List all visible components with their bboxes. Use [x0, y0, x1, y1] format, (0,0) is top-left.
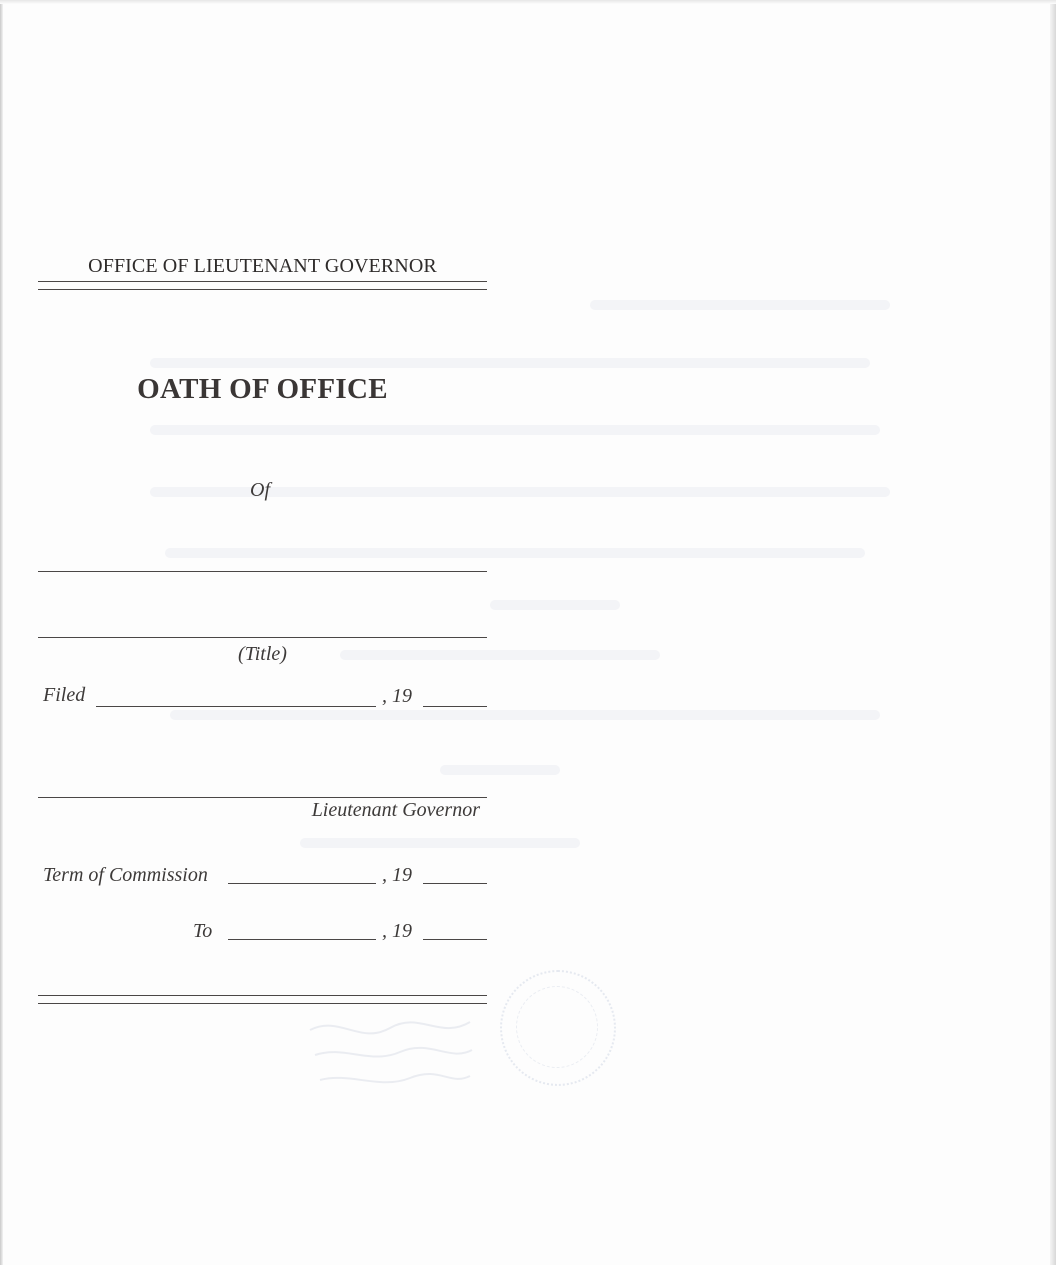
- page-edge-right: [1050, 0, 1056, 1265]
- term-start-year-line[interactable]: [423, 883, 487, 884]
- title-caption: (Title): [238, 643, 287, 665]
- name-field-line[interactable]: [38, 571, 487, 572]
- page-edge-left: [0, 0, 3, 1265]
- filed-year-prefix: , 19: [382, 685, 412, 707]
- page-edge-top: [0, 0, 1056, 4]
- signature-line[interactable]: [38, 797, 487, 798]
- term-end-date-line[interactable]: [228, 939, 376, 940]
- of-label: Of: [250, 479, 270, 501]
- heading-rule-bottom: [38, 289, 487, 290]
- signer-caption: Lieutenant Governor: [311, 799, 480, 821]
- signature-bleed-icon: [300, 1010, 480, 1100]
- term-label: Term of Commission: [43, 864, 208, 886]
- closing-rule-bottom: [38, 1003, 487, 1004]
- term-end-year-line[interactable]: [423, 939, 487, 940]
- term-end-year-prefix: , 19: [382, 920, 412, 942]
- closing-rule-top: [38, 995, 487, 996]
- seal-bleed-icon: [500, 970, 616, 1086]
- filed-year-line[interactable]: [423, 706, 487, 707]
- to-label: To: [193, 920, 213, 942]
- heading-rule-top: [38, 281, 487, 282]
- term-start-year-prefix: , 19: [382, 864, 412, 886]
- document-title: OATH OF OFFICE: [137, 373, 388, 405]
- term-start-date-line[interactable]: [228, 883, 376, 884]
- filed-date-line[interactable]: [96, 706, 376, 707]
- filed-label: Filed: [43, 684, 86, 706]
- office-heading: OFFICE OF LIEUTENANT GOVERNOR: [88, 255, 437, 277]
- title-field-line[interactable]: [38, 637, 487, 638]
